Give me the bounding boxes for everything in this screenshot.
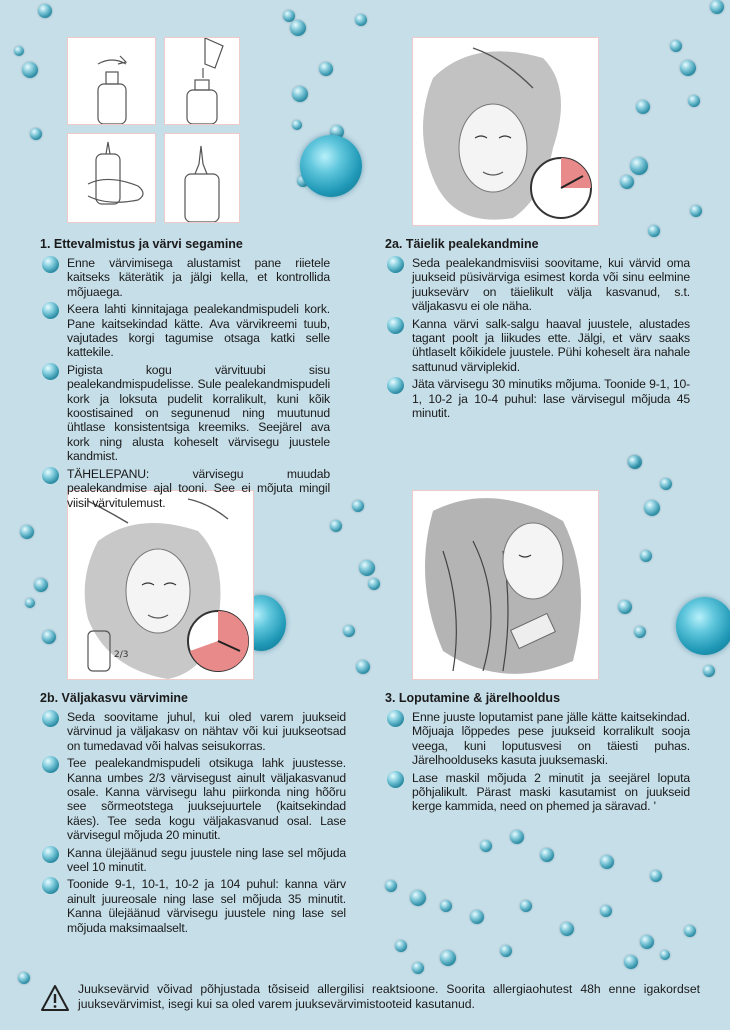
section-title: 2b. Väljakasvu värvimine — [40, 691, 189, 705]
section-title: 3. Loputamine & järelhooldus — [385, 691, 561, 705]
list-item: Lase maskil mõjuda 2 minutit ja seejärel loputa põhjalikult. Pärast maski kasutamist on juukseid kerge kammida, need on phemed ja säravad. ' — [385, 771, 690, 814]
section-title: 1. Ettevalmistus ja värvi segamine — [40, 237, 243, 251]
bottle-ready-illustration — [164, 133, 240, 223]
list-item: Enne värvimisega alustamist pane riietele kaitseks käterätik ja jälgi kella, et kontrollida mõjuaega. — [40, 256, 330, 299]
list-item: Toonide 9-1, 10-1, 10-2 ja 104 puhul: kanna värv ainult juureosale ning lase sel mõjuda 35 minutit. Kanna ülejäänud värvisegu juustele ning lase sel mõjuda maksimaalselt. — [40, 877, 346, 935]
section-regrowth — [40, 691, 346, 938]
bubble-bullet-icon — [42, 756, 59, 773]
list-item: Jäta värvisegu 30 minutiks mõjuma. Toonide 9-1, 10-1, 10-2 ja 10-4 puhul: lase värvisegul mõjuda 45 minutit. — [385, 377, 690, 420]
bubble-bullet-icon — [42, 467, 59, 484]
list-item: Keera lahti kinnitajaga pealekandmispudeli kork. Pane kaitsekindad kätte. Ava värvikreemi tuub, vajutades korgi tagumise otsaga katki selle kattekile. — [40, 302, 330, 360]
allergy-warning — [40, 982, 700, 1012]
list-item: Seda soovitame juhul, kui oled varem juukseid värvinud ja väljakasv on nähtav või kui juukseotsad on tumedavad või halvas seisukorras. — [40, 710, 346, 753]
section-full-application — [385, 237, 690, 423]
timer-icon — [531, 158, 591, 218]
full-application-illustration — [412, 37, 599, 226]
bottle-shake-illustration — [67, 133, 156, 223]
list-item: Seda pealekandmisviisi soovitame, kui värvid oma juukseid püsivärviga esimest korda või sinu eelmine juuksevärv on täielikult välja kasvanud, s.t. väljakasvu ei ole näha. — [385, 256, 690, 314]
section-rinsing — [385, 691, 690, 817]
warning-text: Juuksevärvid võivad põhjustada tõsiseid allergilisi reaktsioone. Soorita allergiaohutest 48h enne igakordset juuksevärvimist, isegi kui sa oled varem juuksevärvimistooteid kasutanud. — [78, 982, 700, 1011]
bottle-steps-illustration — [67, 37, 156, 125]
list-item: Kanna värvi salk-salgu haaval juustele, alustades tagant poolt ja liikudes ette. Jälgi, et värv saaks ühtlaselt kõikidele juustele. Pühi koheselt ära nahale sattunud värviplekid. — [385, 317, 690, 375]
bubble-bullet-icon — [387, 377, 404, 394]
bubble-bullet-icon — [387, 710, 404, 727]
bubble-bullet-icon — [42, 363, 59, 380]
bubble-bullet-icon — [42, 302, 59, 319]
section-preparation — [40, 237, 330, 513]
bubble-bullet-icon — [42, 256, 59, 273]
bubble-bullet-icon — [387, 771, 404, 788]
bubble-bullet-icon — [387, 317, 404, 334]
list-item: Enne juuste loputamist pane jälle kätte kaitsekindad. Mõjuaja lõppedes pese juukseid korralikult sooja veega, kuni loputusvesi on täiesti puhas. Järelhoolduseks kasuta juuksemaski. — [385, 710, 690, 768]
bubble-bullet-icon — [42, 877, 59, 894]
fraction-label: 2/3 — [114, 650, 129, 660]
warning-triangle-icon — [40, 984, 70, 1012]
list-item: Pigista kogu värvituubi sisu pealekandmispudelisse. Sule pealekandmispudeli kork ja loksuta pudelit korralikult, kuni kõik koostisained on segunenud ning muutunud ühtlase konsistentsiga kreemiks. Seejärel ava kork ning alusta koheselt värvisegu juustele kandmist. — [40, 363, 330, 464]
timer-icon — [188, 611, 248, 671]
list-item: Tee pealekandmispudeli otsikuga lahk juustesse. Kanna umbes 2/3 värvisegust ainult väljakasvanud osale. Kanna värvisegu lahu piirkonda ning hõõru see sõrmeotstega juuksejuurtele (kaitsekindad käes). Tee seda kogu väljakasvanud osal. Lase värvisegul mõjuda 20 minutit. — [40, 756, 346, 842]
list-item: Kanna ülejäänud segu juustele ning lase sel mõjuda veel 10 minutit. — [40, 846, 346, 875]
bubble-bullet-icon — [42, 710, 59, 727]
bottle-tube-illustration — [164, 37, 240, 125]
rinsing-illustration — [412, 490, 599, 680]
bubble-bullet-icon — [387, 256, 404, 273]
section-title: 2a. Täielik pealekandmine — [385, 237, 539, 251]
bubble-bullet-icon — [42, 846, 59, 863]
list-item: TÄHELEPANU: värvisegu muudab pealekandmise ajal tooni. See ei mõjuta mingil viisil värvitulemust. — [40, 467, 330, 510]
regrowth-application-illustration — [67, 490, 254, 680]
